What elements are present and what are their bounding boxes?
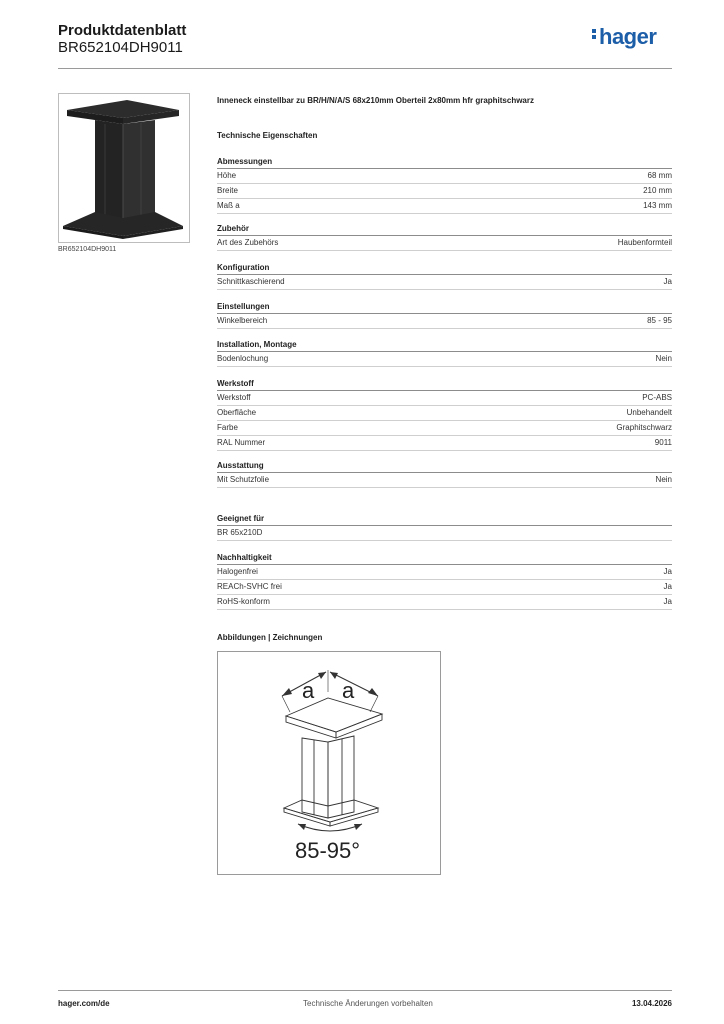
- table-row: [217, 199, 672, 214]
- row-label: Halogenfrei: [217, 567, 258, 576]
- table-row: [217, 580, 672, 595]
- row-label: RoHS-konform: [217, 597, 270, 606]
- row-value: Ja: [663, 582, 672, 591]
- row-value: Nein: [655, 354, 672, 363]
- section-installation: [217, 338, 672, 367]
- section-title: Ausstattung: [217, 459, 672, 473]
- table-row: [217, 406, 672, 421]
- hager-logo: [592, 26, 656, 48]
- table-row: [217, 421, 672, 436]
- footer-date: 13.04.2026: [631, 999, 672, 1008]
- section-geeignet-fuer: [217, 512, 672, 541]
- row-label: Maß a: [217, 201, 240, 210]
- row-value: 143 mm: [643, 201, 672, 210]
- footer-website: hager.com/de: [58, 999, 110, 1008]
- product-image-caption: BR652104DH9011: [58, 246, 117, 253]
- row-value: Unbehandelt: [626, 408, 672, 417]
- table-row: [217, 473, 672, 488]
- row-label: Mit Schutzfolie: [217, 475, 270, 484]
- table-row: [217, 565, 672, 580]
- product-image: [58, 93, 190, 243]
- product-code: BR652104DH9011: [58, 39, 183, 56]
- table-row: [217, 275, 672, 290]
- row-label: Winkelbereich: [217, 316, 268, 325]
- section-title: Geeignet für: [217, 512, 672, 526]
- section-einstellungen: [217, 300, 672, 329]
- footer-divider: [58, 990, 672, 991]
- row-label: Oberfläche: [217, 408, 257, 417]
- angle-label: 85-95°: [295, 838, 361, 863]
- row-value: Ja: [663, 567, 672, 576]
- table-row: [217, 352, 672, 367]
- logo-dots-icon: [592, 29, 597, 41]
- tech-properties-title: Technische Eigenschaften: [217, 131, 318, 140]
- product-description: Inneneck einstellbar zu BR/H/N/A/S 68x210mm Oberteil 2x80mm hfr graphitschwarz: [217, 96, 534, 105]
- row-value: 9011: [654, 438, 672, 447]
- table-row: [217, 236, 672, 251]
- corner-piece-photo-icon: [59, 94, 189, 242]
- section-zubehoer: [217, 222, 672, 251]
- row-value: 68 mm: [647, 171, 672, 180]
- section-title: Konfiguration: [217, 261, 672, 275]
- table-row: [217, 595, 672, 610]
- row-value: Ja: [663, 277, 672, 286]
- table-row: [217, 436, 672, 451]
- row-value: 85 - 95: [647, 316, 672, 325]
- section-title: Installation, Montage: [217, 338, 672, 352]
- dim-label-a-left: a: [302, 678, 315, 703]
- section-title: Werkstoff: [217, 377, 672, 391]
- table-row: [217, 169, 672, 184]
- row-label: Werkstoff: [217, 393, 251, 402]
- row-label: Bodenlochung: [217, 354, 269, 363]
- row-value: PC-ABS: [642, 393, 672, 402]
- header-divider: [58, 68, 672, 69]
- row-label: Höhe: [217, 171, 237, 180]
- row-label: Art des Zubehörs: [217, 238, 279, 247]
- table-row: [217, 391, 672, 406]
- corner-piece-drawing-icon: [218, 652, 440, 874]
- row-value: Graphitschwarz: [616, 423, 672, 432]
- section-title: Einstellungen: [217, 300, 672, 314]
- row-label: BR 65x210D: [217, 528, 263, 537]
- section-werkstoff: [217, 377, 672, 451]
- row-value: Haubenformteil: [617, 238, 672, 247]
- dim-label-a-right: a: [342, 678, 355, 703]
- section-title: Nachhaltigkeit: [217, 551, 672, 565]
- section-title: Abmessungen: [217, 155, 672, 169]
- row-value: Nein: [655, 475, 672, 484]
- section-title: Zubehör: [217, 222, 672, 236]
- section-abmessungen: [217, 155, 672, 214]
- section-ausstattung: [217, 459, 672, 488]
- row-label: Farbe: [217, 423, 238, 432]
- section-nachhaltigkeit: [217, 551, 672, 610]
- table-row: [217, 184, 672, 199]
- drawings-title: Abbildungen | Zeichnungen: [217, 633, 323, 642]
- document-title: Produktdatenblatt: [58, 22, 187, 39]
- row-label: Breite: [217, 186, 238, 195]
- footer-notice: Technische Änderungen vorbehalten: [303, 999, 433, 1008]
- row-label: REACh-SVHC frei: [217, 582, 282, 591]
- row-value: Ja: [663, 597, 672, 606]
- logo-text: hager: [599, 24, 657, 49]
- table-row: [217, 526, 672, 541]
- row-value: 210 mm: [643, 186, 672, 195]
- section-konfiguration: [217, 261, 672, 290]
- technical-drawing: [217, 651, 441, 875]
- row-label: RAL Nummer: [217, 438, 266, 447]
- row-label: Schnittkaschierend: [217, 277, 285, 286]
- table-row: [217, 314, 672, 329]
